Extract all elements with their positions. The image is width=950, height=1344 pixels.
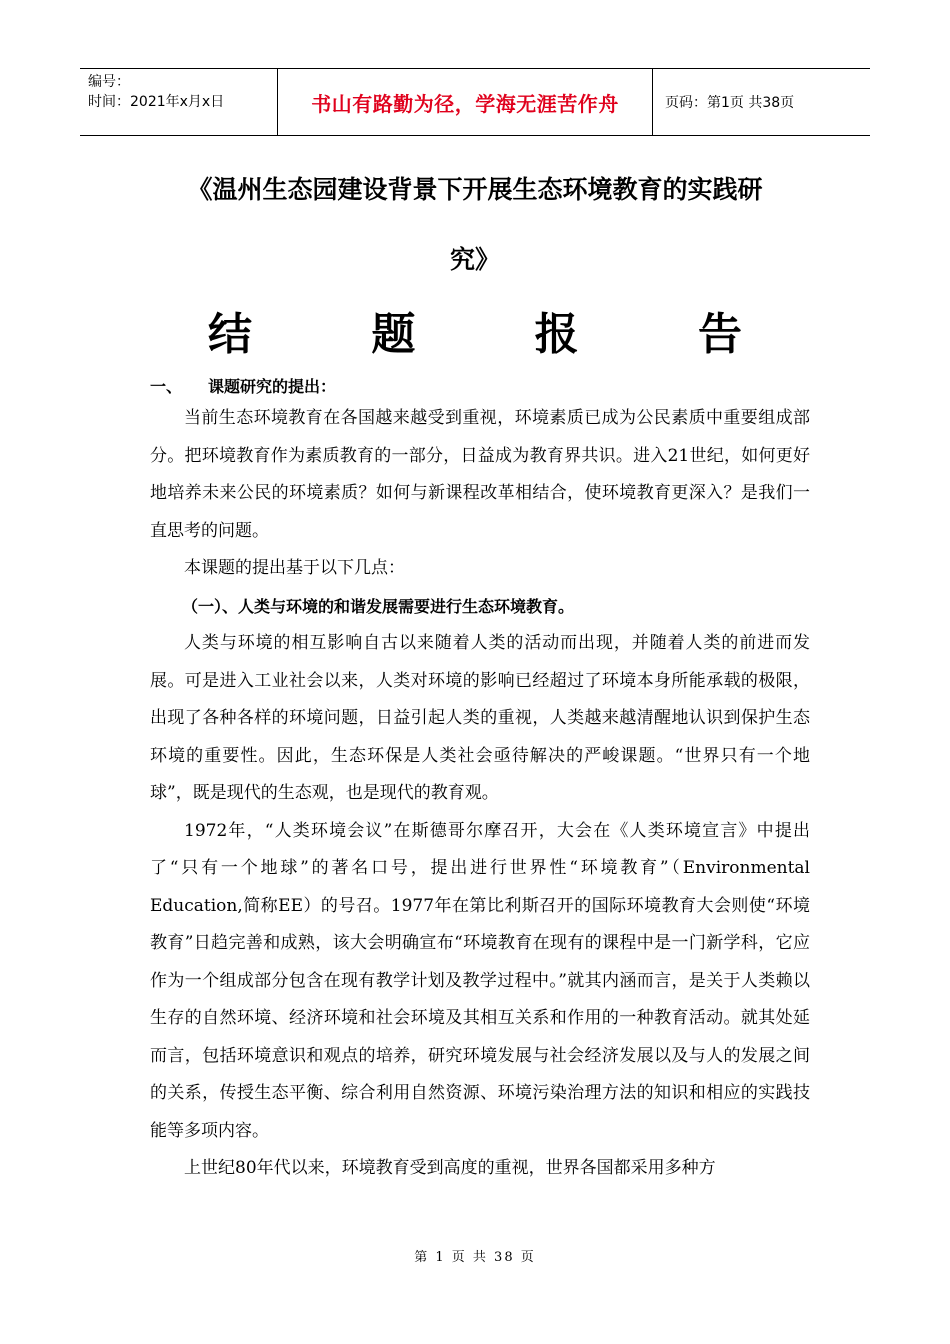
report-title-char: 题 (371, 309, 416, 360)
page-info: 页码：第1页 共38页 (665, 95, 795, 111)
section-heading-text: 课题研究的提出： (208, 377, 337, 396)
section-heading (150, 374, 336, 397)
section-number: 一、 (150, 377, 183, 396)
document-title-line2: 究》 (449, 245, 500, 274)
paragraph: 本课题的提出基于以下几点： (184, 558, 405, 578)
date-label: 时间：2021年x月x日 (88, 94, 225, 110)
header-meta (80, 69, 278, 135)
paragraph: 当前生态环境教育在各国越来越受到重视，环境素质已成为公民素质中重要组成部分。把环境教育作为素质教育的一部分，日益成为教育界共识。进入21世纪，如何更好地培养未来公民的环境素质？如何与新课程改革相结合，使环境教育更深入？是我们一直思考的问题。 (150, 408, 810, 541)
document-title-line1: 《温州生态园建设背景下开展生态环境教育的实践研 (187, 175, 763, 204)
header-page-info-cell (653, 69, 870, 135)
page-header (80, 68, 870, 136)
subsection-heading: （一）、人类与环境的和谐发展需要进行生态环境教育。 (182, 596, 575, 616)
paragraph: 1972年，“人类环境会议”在斯德哥尔摩召开，大会在《人类环境宣言》中提出了“只有一个地球”的著名口号，提出进行世界性“环境教育”（Environmental Education,简称EE）的号召。1977年在第比利斯召开的国际环境教育大会则使“环境教育”日趋完善和成熟，该大会明确宣布“环境教育在现有的课程中是一门新学科，它应作为一个组成部分包含在现有教学计划及教学过程中。”就其内涵而言，是关于人类赖以生存的自然环境、经济环境和社会环境及其相互关系和作用的一种教育活动。就其处延而言，包括环境意识和观点的培养，研究环境发展与社会经济发展以及与人的发展之间的关系，传授生态平衡、综合利用自然资源、环境污染治理方法的知识和相应的实践技能等多项内容。 (150, 820, 810, 1141)
page-footer: 第 1 页 共 38 页 (414, 1250, 536, 1265)
serial-number-label: 编号： (88, 74, 130, 90)
document-body (150, 400, 810, 1188)
report-title (150, 298, 800, 362)
report-title-char: 报 (534, 309, 579, 360)
paragraph: 人类与环境的相互影响自古以来随着人类的活动而出现，并随着人类的前进而发展。可是进入工业社会以来，人类对环境的影响已经超过了环境本身所能承载的极限，出现了各种各样的环境问题，日益引起人类的重视，人类越来越清醒地认识到保护生态环境的重要性。因此，生态环保是人类社会亟待解决的严峻课题。“世界只有一个地球”，既是现代的生态观，也是现代的教育观。 (150, 633, 810, 803)
report-title-char: 告 (697, 309, 742, 360)
motto-text: 书山有路勤为径，学海无涯苦作舟 (311, 91, 619, 116)
paragraph: 上世纪80年代以来，环境教育受到高度的重视，世界各国都采用多种方 (184, 1158, 716, 1178)
header-motto-cell (278, 69, 653, 135)
report-title-char: 结 (208, 309, 252, 360)
